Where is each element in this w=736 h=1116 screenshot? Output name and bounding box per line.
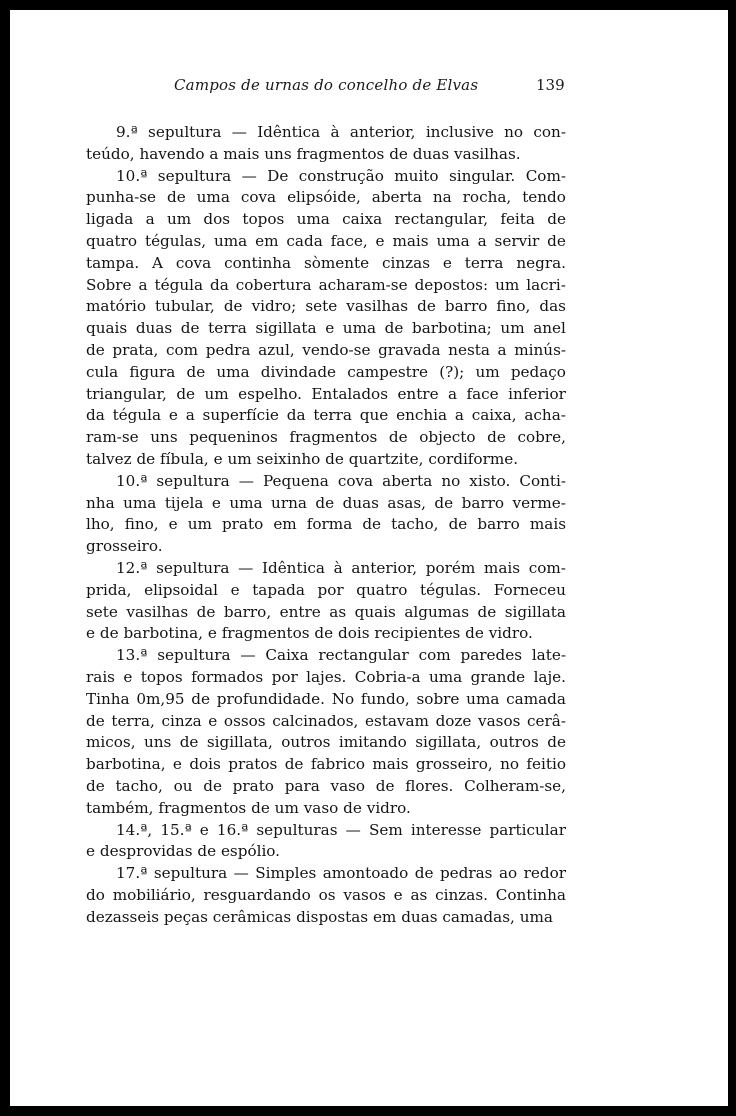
text-line: 13.ª sepultura — Caixa rectangular com paredes late- [116,646,566,665]
text-line: 9.ª sepultura — Idêntica à anterior, inclusive no con- [116,123,566,141]
text-line: cula figura de uma divindade campestre (?); um pedaço [86,362,566,381]
text-line: 12.ª sepultura — Idêntica à anterior, porém mais com- [116,558,566,577]
text-line: ligada a um dos topos uma caixa rectangular, feita de [86,210,566,229]
text-line: de terra, cinza e ossos calcinados, estavam doze vasos cerâ- [86,711,566,730]
text-line: teúdo, havendo a mais uns fragmentos de duas vasilhas. [86,144,521,163]
text-line: prida, elipsoidal e tapada por quatro tégulas. Forneceu [86,580,566,599]
text-line: e de barbotina, e fragmentos de dois recipientes de vidro. [86,624,533,643]
paragraph [86,863,566,928]
text-line: também, fragmentos de um vaso de vidro. [86,798,411,817]
text-line: dezasseis peças cerâmicas dispostas em duas camadas, uma [86,907,553,926]
running-header [10,76,728,98]
text-line: triangular, de um espelho. Entalados entre a face inferior [86,384,566,403]
text-line: quais duas de terra sigillata e uma de barbotina; um anel [86,319,566,338]
scanned-page [10,10,728,1106]
text-line: 17.ª sepultura — Simples amontoado de pedras ao redor [116,864,566,883]
text-line: da tégula e a superfície da terra que enchia a caixa, acha- [86,406,566,425]
text-line: Sobre a tégula da cobertura acharam-se depostos: um lacri- [86,275,566,294]
text-line: de tacho, ou de prato para vaso de flores. Colheram-se, [86,776,566,795]
paragraph [86,820,566,864]
paragraph [86,645,566,819]
text-line: 10.ª sepultura — De construção muito singular. Com- [116,166,566,185]
text-line: 14.ª, 15.ª e 16.ª sepulturas — Sem interesse particular [116,820,566,839]
paragraph [86,122,566,166]
body-text [86,122,566,928]
text-line: barbotina, e dois pratos de fabrico mais grosseiro, no feitio [86,755,566,774]
text-line: talvez de fíbula, e um seixinho de quartzite, cordiforme. [86,449,519,468]
text-line: tampa. A cova continha sòmente cinzas e terra negra. [86,253,566,272]
text-line: ram-se uns pequeninos fragmentos de objecto de cobre, [86,428,566,447]
text-line: sete vasilhas de barro, entre as quais algumas de sigillata [86,602,566,621]
text-line: rais e topos formados por lajes. Cobria-a uma grande laje. [86,667,566,686]
paragraph [86,558,566,645]
text-line: micos, uns de sigillata, outros imitando sigillata, outros de [86,733,566,752]
text-line: nha uma tijela e uma urna de duas asas, de barro verme- [86,493,566,512]
text-line: do mobiliário, resguardando os vasos e as cinzas. Continha [86,885,566,904]
text-line: matório tubular, de vidro; sete vasilhas de barro fino, das [86,297,566,316]
paragraph [86,166,566,471]
text-line: lho, fino, e um prato em forma de tacho, de barro mais [86,515,566,534]
text-line: Tinha 0m,95 de profundidade. No fundo, sobre uma camada [86,689,566,708]
text-line: 10.ª sepultura — Pequena cova aberta no xisto. Conti- [116,471,566,490]
text-line: grosseiro. [86,537,163,556]
page-number: 139 [536,76,565,94]
text-line: quatro tégulas, uma em cada face, e mais uma a servir de [86,231,566,250]
paragraph [86,471,566,558]
running-title: Campos de urnas do concelho de Elvas [174,76,479,94]
text-line: e desprovidas de espólio. [86,842,281,861]
text-line: de prata, com pedra azul, vendo-se gravada nesta a minús- [86,340,566,359]
text-line: punha-se de uma cova elipsóide, aberta na rocha, tendo [86,188,566,207]
